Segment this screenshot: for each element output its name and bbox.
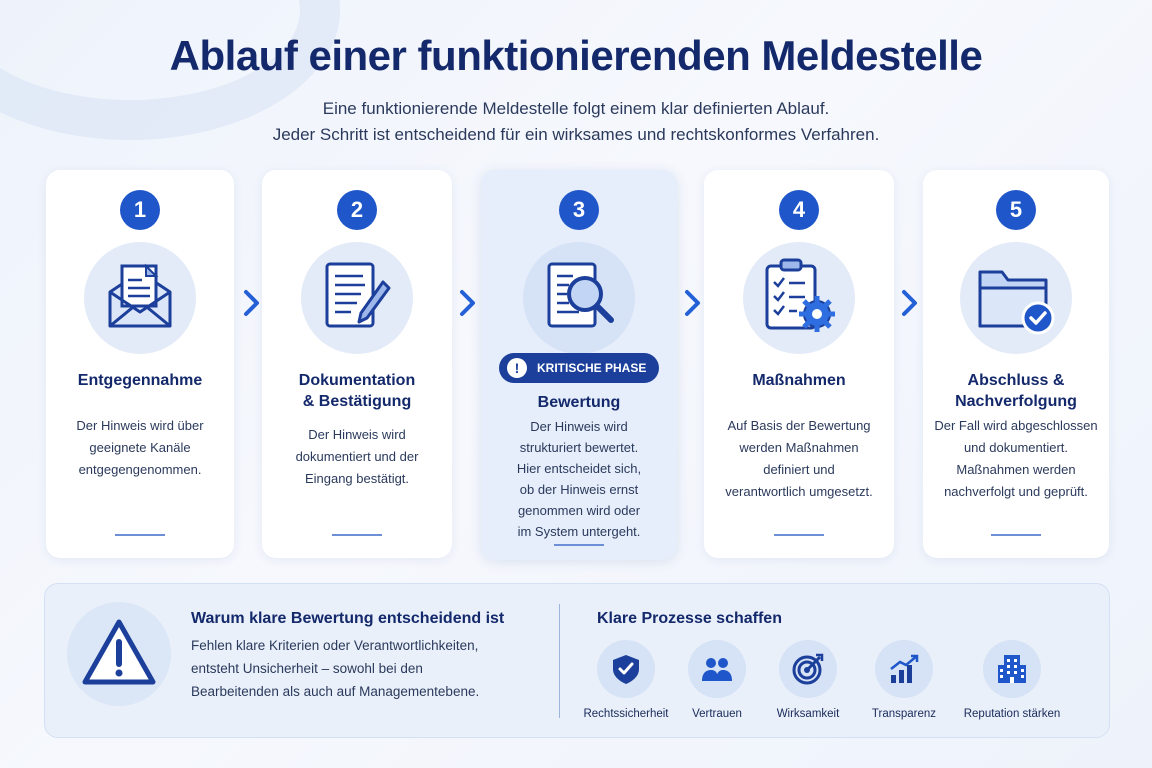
step-title-line: Nachverfolgung bbox=[955, 393, 1077, 410]
warning-text-line: entsteht Unsicherheit – sowohl bei den bbox=[191, 661, 423, 676]
step-card-2 bbox=[262, 170, 452, 558]
step-text-line: strukturiert bewertet. bbox=[519, 440, 639, 455]
step-text-line: dokumentiert und der bbox=[295, 449, 419, 464]
subtitle-line-1: Eine funktionierende Meldestelle folgt einem klar definierten Ablauf. bbox=[322, 99, 830, 118]
step-title-2 bbox=[270, 370, 444, 412]
step-title-3: Bewertung bbox=[537, 394, 621, 411]
process-label: Vertrauen bbox=[692, 708, 742, 720]
processes-title: Klare Prozesse schaffen bbox=[597, 610, 782, 627]
chevron-right-icon bbox=[682, 288, 704, 318]
warning-text-line: Fehlen klare Kriterien oder Verantwortlichkeiten, bbox=[191, 638, 479, 653]
document-magnifier-icon bbox=[523, 242, 635, 354]
page-title: Ablauf einer funktionierenden Meldestelle bbox=[169, 32, 983, 79]
step-number-2: 2 bbox=[337, 190, 377, 230]
exclamation-icon: ! bbox=[507, 358, 527, 378]
step-card-3 bbox=[481, 170, 677, 560]
envelope-document-icon bbox=[84, 242, 196, 354]
step-text-2 bbox=[272, 424, 442, 490]
step-text-line: definiert und bbox=[763, 462, 835, 477]
step-text-line: werden Maßnahmen bbox=[739, 440, 859, 455]
step-title-line: Dokumentation bbox=[298, 372, 416, 389]
step-text-line: genommen wird oder bbox=[517, 503, 641, 518]
step-text-line: Eingang bestätigt. bbox=[304, 471, 410, 486]
warning-text-line: Bearbeitenden als auch auf Managementebene. bbox=[191, 684, 480, 699]
process-label: Reputation stärken bbox=[963, 708, 1061, 720]
card-underline bbox=[115, 534, 165, 536]
bar-chart-icon bbox=[875, 640, 933, 698]
step-text-line: und dokumentiert. bbox=[963, 440, 1069, 455]
shield-check-icon bbox=[597, 640, 655, 698]
step-title-4: Maßnahmen bbox=[752, 372, 846, 389]
critical-phase-badge bbox=[499, 353, 659, 383]
process-label: Wirksamkeit bbox=[776, 708, 840, 720]
page-subtitle bbox=[0, 96, 1152, 148]
card-underline bbox=[991, 534, 1041, 536]
step-number-1: 1 bbox=[120, 190, 160, 230]
subtitle-line-2: Jeder Schritt ist entscheidend für ein wirksames und rechtskonformes Verfahren. bbox=[272, 125, 880, 144]
chevron-right-icon bbox=[899, 288, 921, 318]
step-number-5: 5 bbox=[996, 190, 1036, 230]
step-text-line: ob der Hinweis ernst bbox=[519, 482, 639, 497]
step-text-line: geeignete Kanäle bbox=[89, 440, 191, 455]
warning-title: Warum klare Bewertung entscheidend ist bbox=[191, 610, 505, 627]
step-title-5 bbox=[931, 370, 1101, 412]
step-card-4 bbox=[704, 170, 894, 558]
folder-check-icon bbox=[960, 242, 1072, 354]
process-item-reputation bbox=[957, 640, 1067, 720]
step-text-line: Der Hinweis wird bbox=[308, 427, 406, 442]
clipboard-gear-icon bbox=[743, 242, 855, 354]
step-text-5 bbox=[925, 415, 1107, 503]
step-title-1: Entgegennahme bbox=[77, 372, 203, 389]
card-underline bbox=[554, 544, 604, 546]
step-text-line: Auf Basis der Bewertung bbox=[727, 418, 871, 433]
process-item-wirksamkeit bbox=[753, 640, 863, 720]
step-number-3: 3 bbox=[559, 190, 599, 230]
step-number-4: 4 bbox=[779, 190, 819, 230]
process-item-transparenz bbox=[849, 640, 959, 720]
step-text-line: entgegengenommen. bbox=[78, 462, 202, 477]
process-label: Transparenz bbox=[871, 708, 937, 720]
step-card-5 bbox=[923, 170, 1109, 558]
badge-label: KRITISCHE PHASE bbox=[537, 361, 647, 375]
card-underline bbox=[332, 534, 382, 536]
step-text-line: nachverfolgt und geprüft. bbox=[944, 484, 1088, 499]
step-text-line: Hier entscheidet sich, bbox=[516, 461, 642, 476]
chevron-right-icon bbox=[457, 288, 479, 318]
step-text-line: im System untergeht. bbox=[517, 524, 641, 539]
step-text-line: Der Fall wird abgeschlossen bbox=[934, 418, 1098, 433]
target-icon bbox=[779, 640, 837, 698]
people-icon bbox=[688, 640, 746, 698]
step-text-line: Der Hinweis wird bbox=[530, 419, 628, 434]
step-text-line: verantwortlich umgesetzt. bbox=[725, 484, 873, 499]
building-icon bbox=[983, 640, 1041, 698]
step-card-1 bbox=[46, 170, 234, 558]
panel-divider bbox=[559, 604, 560, 718]
step-title-line: & Bestätigung bbox=[302, 393, 412, 410]
info-panel bbox=[44, 583, 1110, 738]
chevron-right-icon bbox=[241, 288, 263, 318]
step-text-3 bbox=[491, 416, 667, 542]
step-text-line: Der Hinweis wird über bbox=[76, 418, 204, 433]
step-text-line: Maßnahmen werden bbox=[956, 462, 1076, 477]
step-text-4 bbox=[714, 415, 884, 503]
document-pen-icon bbox=[301, 242, 413, 354]
warning-triangle-icon bbox=[67, 602, 171, 706]
card-underline bbox=[774, 534, 824, 536]
warning-text bbox=[191, 634, 531, 703]
process-label: Rechtssicherheit bbox=[583, 708, 669, 720]
step-title-line: Abschluss & bbox=[967, 372, 1065, 389]
step-text-1 bbox=[56, 415, 224, 481]
